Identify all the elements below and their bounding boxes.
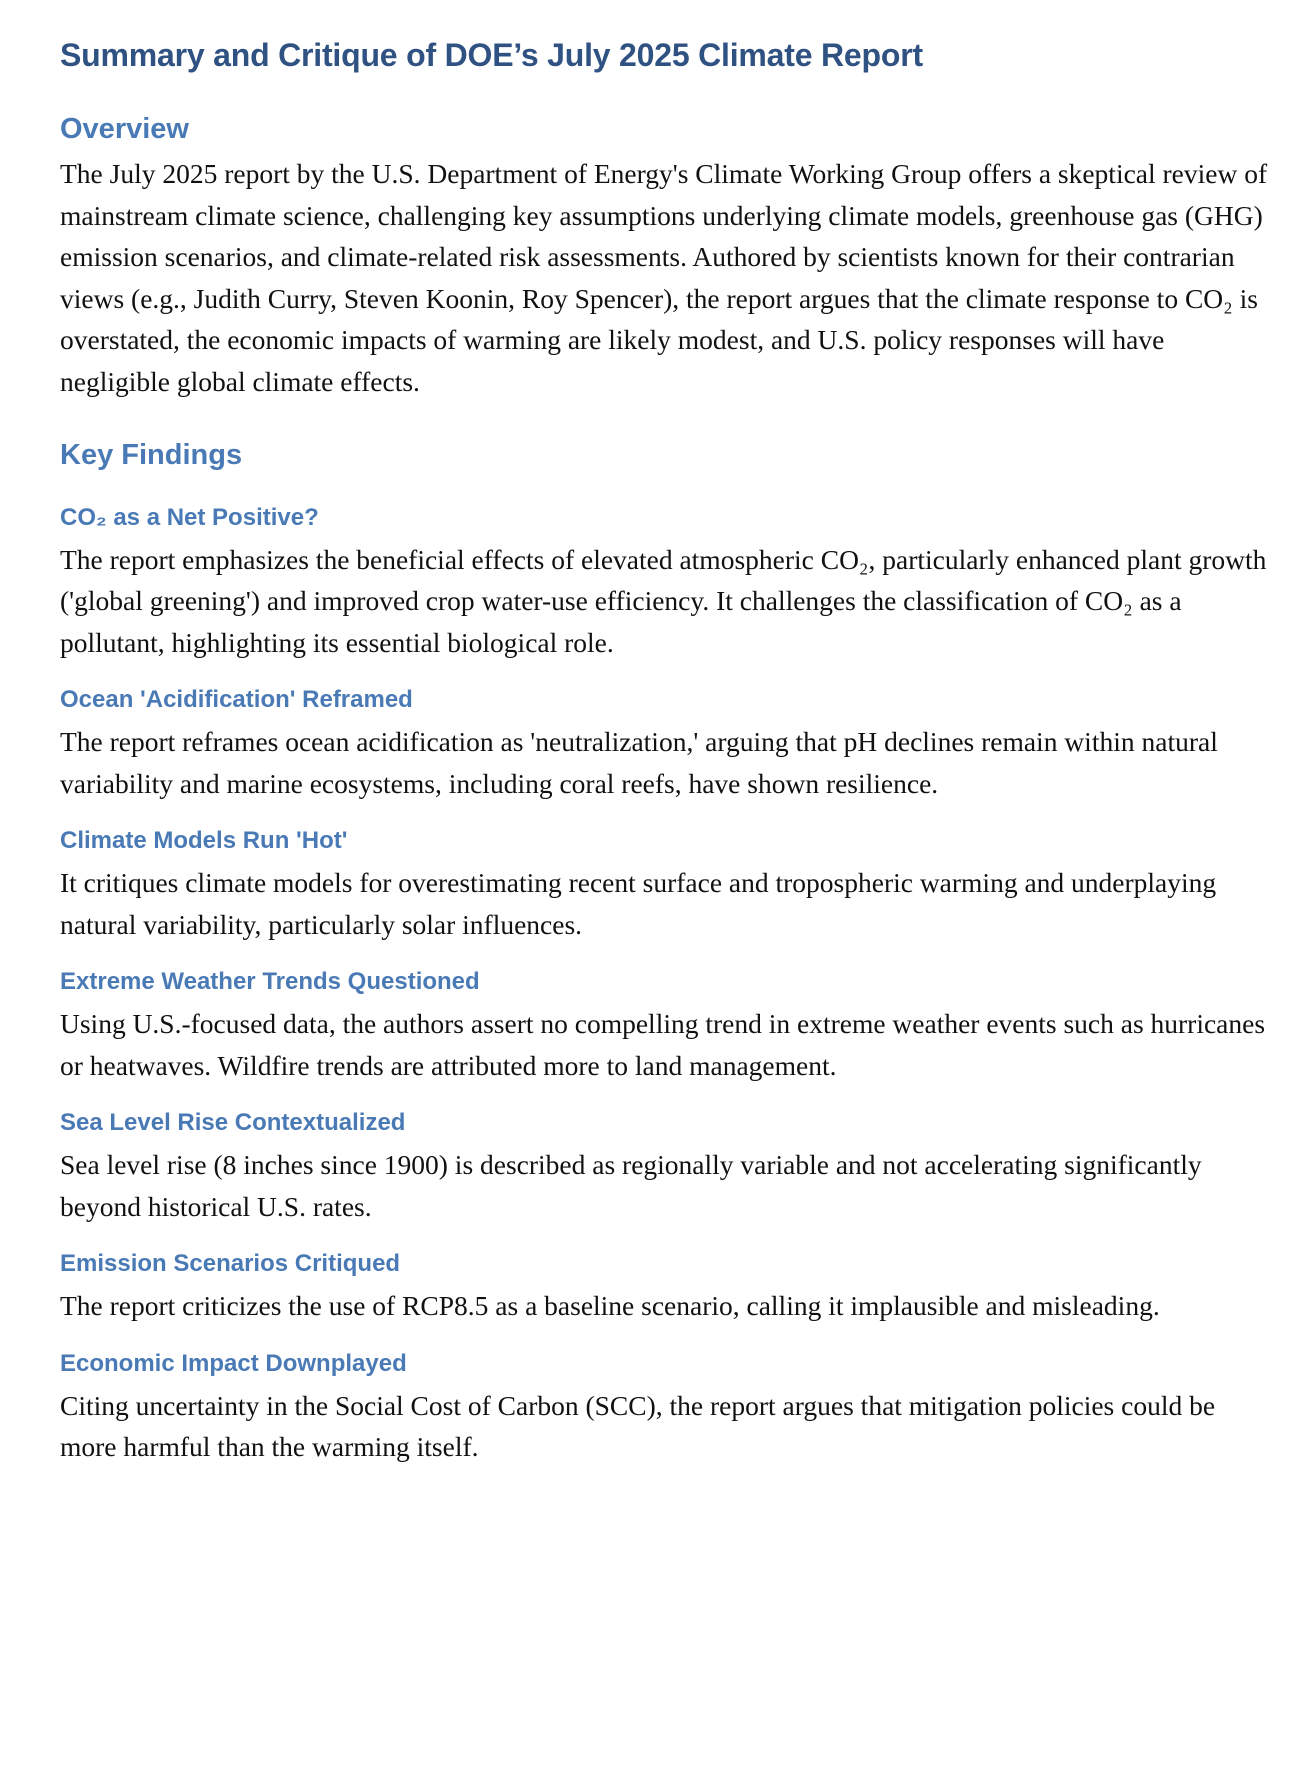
overview-paragraph: The July 2025 report by the U.S. Department of Energy's Climate Working Group offers a skeptical review of mainstream climate science, challenging key assumptions underlying climate models, greenhouse gas (GHG) emission scenarios, and climate-related risk assessments. Authored by scientists known for their contrarian views (e.g., Judith Curry, Steven Koonin, Roy Spencer), the report argues that the climate response to CO₂ is overstated, the economic impacts of warming are likely modest, and U.S. policy responses will have negligible global climate effects. [60,158,1268,397]
finding-title: Economic Impact Downplayed [60,1349,407,1377]
finding-title: Climate Models Run 'Hot' [60,827,348,855]
finding-text: The report emphasizes the beneficial effects of elevated atmospheric CO₂, particularly enhanced plant growth ('global greening') and improved crop water-use efficiency. It challenges the classification of CO₂ as a pollutant, highlighting its essential biological role. [60,543,1267,658]
page-title: Summary and Critique of DOE’s July 2025 Climate Report [60,37,923,73]
finding-title: CO₂ as a Net Positive? [60,503,319,531]
finding-text: It critiques climate models for overestimating recent surface and tropospheric warming and underplaying natural variability, particularly solar influences. [60,867,1217,940]
finding-text: The report criticizes the use of RCP8.5 as a baseline scenario, calling it implausible and misleading. [60,1290,1160,1322]
finding-ocean-acidification [60,685,1270,804]
finding-extreme-weather [60,967,1270,1086]
overview-heading: Overview [60,113,189,146]
finding-economic-impact [60,1349,1270,1468]
finding-text: Sea level rise (8 inches since 1900) is described as regionally variable and not accelerating significantly beyond historical U.S. rates. [60,1149,1202,1222]
finding-text: The report reframes ocean acidification as 'neutralization,' arguing that pH declines remain within natural variability and marine ecosystems, including coral reefs, have shown resilience. [60,726,1218,799]
document-page [60,36,1270,1490]
finding-sea-level [60,1108,1270,1227]
key-findings-heading: Key Findings [60,439,243,472]
finding-title: Ocean 'Acidification' Reframed [60,686,413,714]
finding-text: Citing uncertainty in the Social Cost of Carbon (SCC), the report argues that mitigation policies could be more harmful than the warming itself. [60,1389,1216,1463]
finding-title: Extreme Weather Trends Questioned [60,968,480,996]
finding-title: Sea Level Rise Contextualized [60,1109,406,1137]
finding-title: Emission Scenarios Critiqued [60,1250,401,1278]
finding-text: Using U.S.-focused data, the authors assert no compelling trend in extreme weather events such as hurricanes or heatwaves. Wildfire trends are attributed more to land management. [60,1008,1266,1081]
finding-emission-scenarios [60,1249,1270,1327]
finding-climate-models [60,826,1270,945]
finding-co2-net-positive [60,503,1270,664]
